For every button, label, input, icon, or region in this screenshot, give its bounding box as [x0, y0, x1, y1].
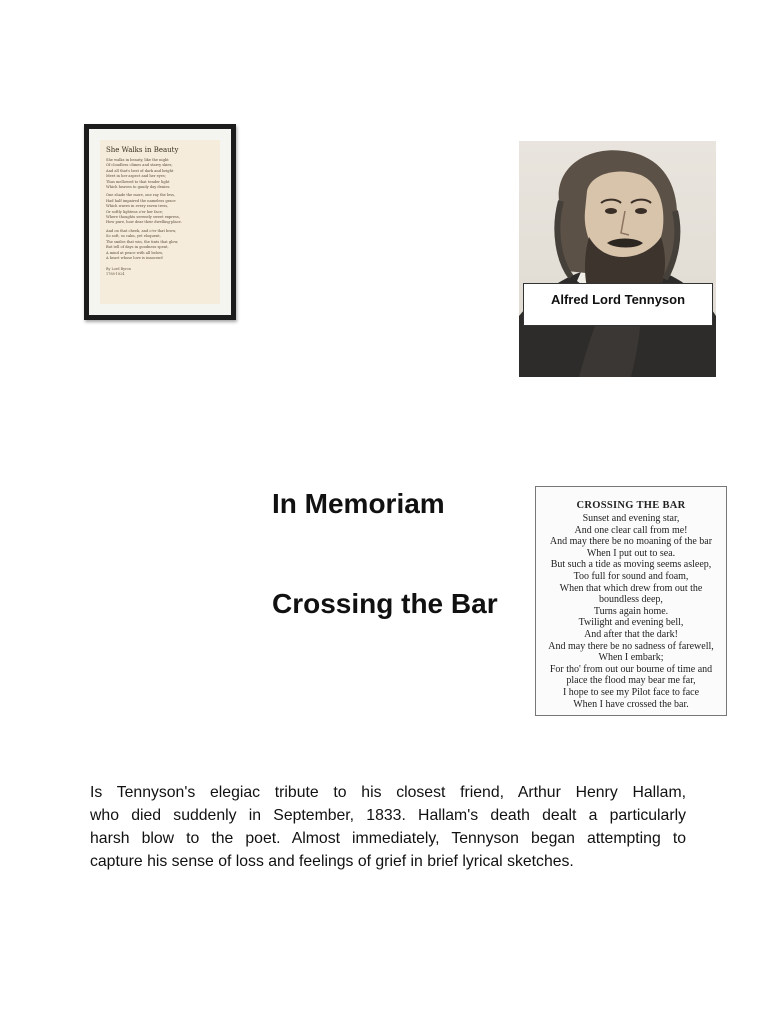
poem-line: When I embark;: [598, 652, 664, 664]
framed-poem-line: Where thoughts serenely sweet express,: [106, 215, 180, 220]
framed-poem-author: By Lord Byron: [106, 267, 131, 272]
poem-line: Too full for sound and foam,: [573, 570, 689, 582]
body-paragraph: [90, 781, 686, 873]
poem-line: place the flood may bear me far,: [566, 675, 696, 687]
paragraph-line: Is Tennyson's elegiac tribute to his closest friend, Arthur Henry Hallam,: [90, 784, 686, 801]
paragraph-line: harsh blow to the poet. Almost immediately, Tennyson began attempting to: [90, 830, 686, 847]
poem-line: But such a tide as moving seems asleep,: [550, 559, 712, 571]
framed-poem-line: Which heaven to gaudy day denies.: [106, 185, 171, 190]
framed-poem-line: How pure, how dear their dwelling-place.: [106, 220, 182, 225]
poem-line: Sunset and evening star,: [582, 513, 680, 524]
poem-lines: [540, 513, 722, 710]
framed-poem-line: One shade the more, one ray the less,: [106, 193, 176, 198]
portrait-illustration: [519, 141, 716, 377]
poem-line: When I have crossed the bar.: [573, 698, 689, 710]
poem-line: And one clear call from me!: [574, 524, 688, 536]
poem-line: boundless deep,: [599, 594, 663, 606]
paragraph-line: capture his sense of loss and feelings of grief in brief lyrical sketches.: [90, 853, 574, 870]
poem-line: When that which drew from out the: [559, 582, 703, 594]
framed-poem-line: But tell of days in goodness spent,: [106, 245, 169, 250]
framed-poem-line: So soft, so calm, yet eloquent,: [106, 234, 161, 239]
framed-poem-line: The smiles that win, the tints that glow,: [106, 239, 179, 244]
poem-line: For tho' from out our bourne of time and: [549, 663, 713, 675]
framed-poem-line: Of cloudless climes and starry skies;: [106, 163, 173, 168]
poem-line: And may there be no sadness of farewell,: [548, 640, 714, 652]
heading-crossing-the-bar: Crossing the Bar: [272, 588, 498, 619]
framed-poem-title: She Walks in Beauty: [106, 146, 179, 154]
poem-line: I hope to see my Pilot face to face: [562, 686, 700, 698]
framed-poem-line: Had half impaired the nameless grace: [106, 198, 176, 203]
poem-line: Turns again home.: [593, 605, 669, 617]
poem-paper: [100, 140, 220, 304]
framed-poem-line: A heart whose love is innocent!: [106, 255, 164, 260]
tennyson-portrait: [519, 141, 716, 377]
framed-poem-dates: 1788-1824: [106, 272, 125, 277]
framed-poem-line: She walks in beauty, like the night: [106, 158, 169, 162]
poem-line: Twilight and evening bell,: [578, 617, 684, 629]
paragraph-line: who died suddenly in September, 1833. Hallam's death dealt a particularly: [90, 807, 686, 824]
framed-poem-line: And all that's best of dark and bright: [106, 168, 174, 173]
poem-line: And may there be no moaning of the bar: [549, 536, 713, 548]
framed-poem-line: Or softly lightens o'er her face;: [106, 209, 163, 214]
crossing-the-bar-poem: [535, 486, 727, 716]
framed-poem-line: Thus mellowed to that tender light: [106, 179, 170, 184]
framed-poem-line: And on that cheek, and o'er that brow,: [106, 228, 177, 233]
framed-poem-lines: [106, 158, 215, 261]
framed-poem-line: Meet in her aspect and her eyes;: [106, 174, 166, 179]
poem-line: And after that the dark!: [584, 628, 678, 640]
portrait-caption: Alfred Lord Tennyson: [523, 283, 713, 326]
heading-in-memoriam: In Memoriam: [272, 488, 445, 519]
framed-poem-picture: [84, 124, 236, 320]
picture-mat: [89, 129, 231, 315]
poem-line: When I put out to sea.: [586, 547, 676, 559]
framed-poem-line: Which waves in every raven tress,: [106, 204, 169, 209]
framed-poem-line: A mind at peace with all below,: [106, 250, 163, 255]
poem-title: CROSSING THE BAR: [576, 500, 686, 511]
